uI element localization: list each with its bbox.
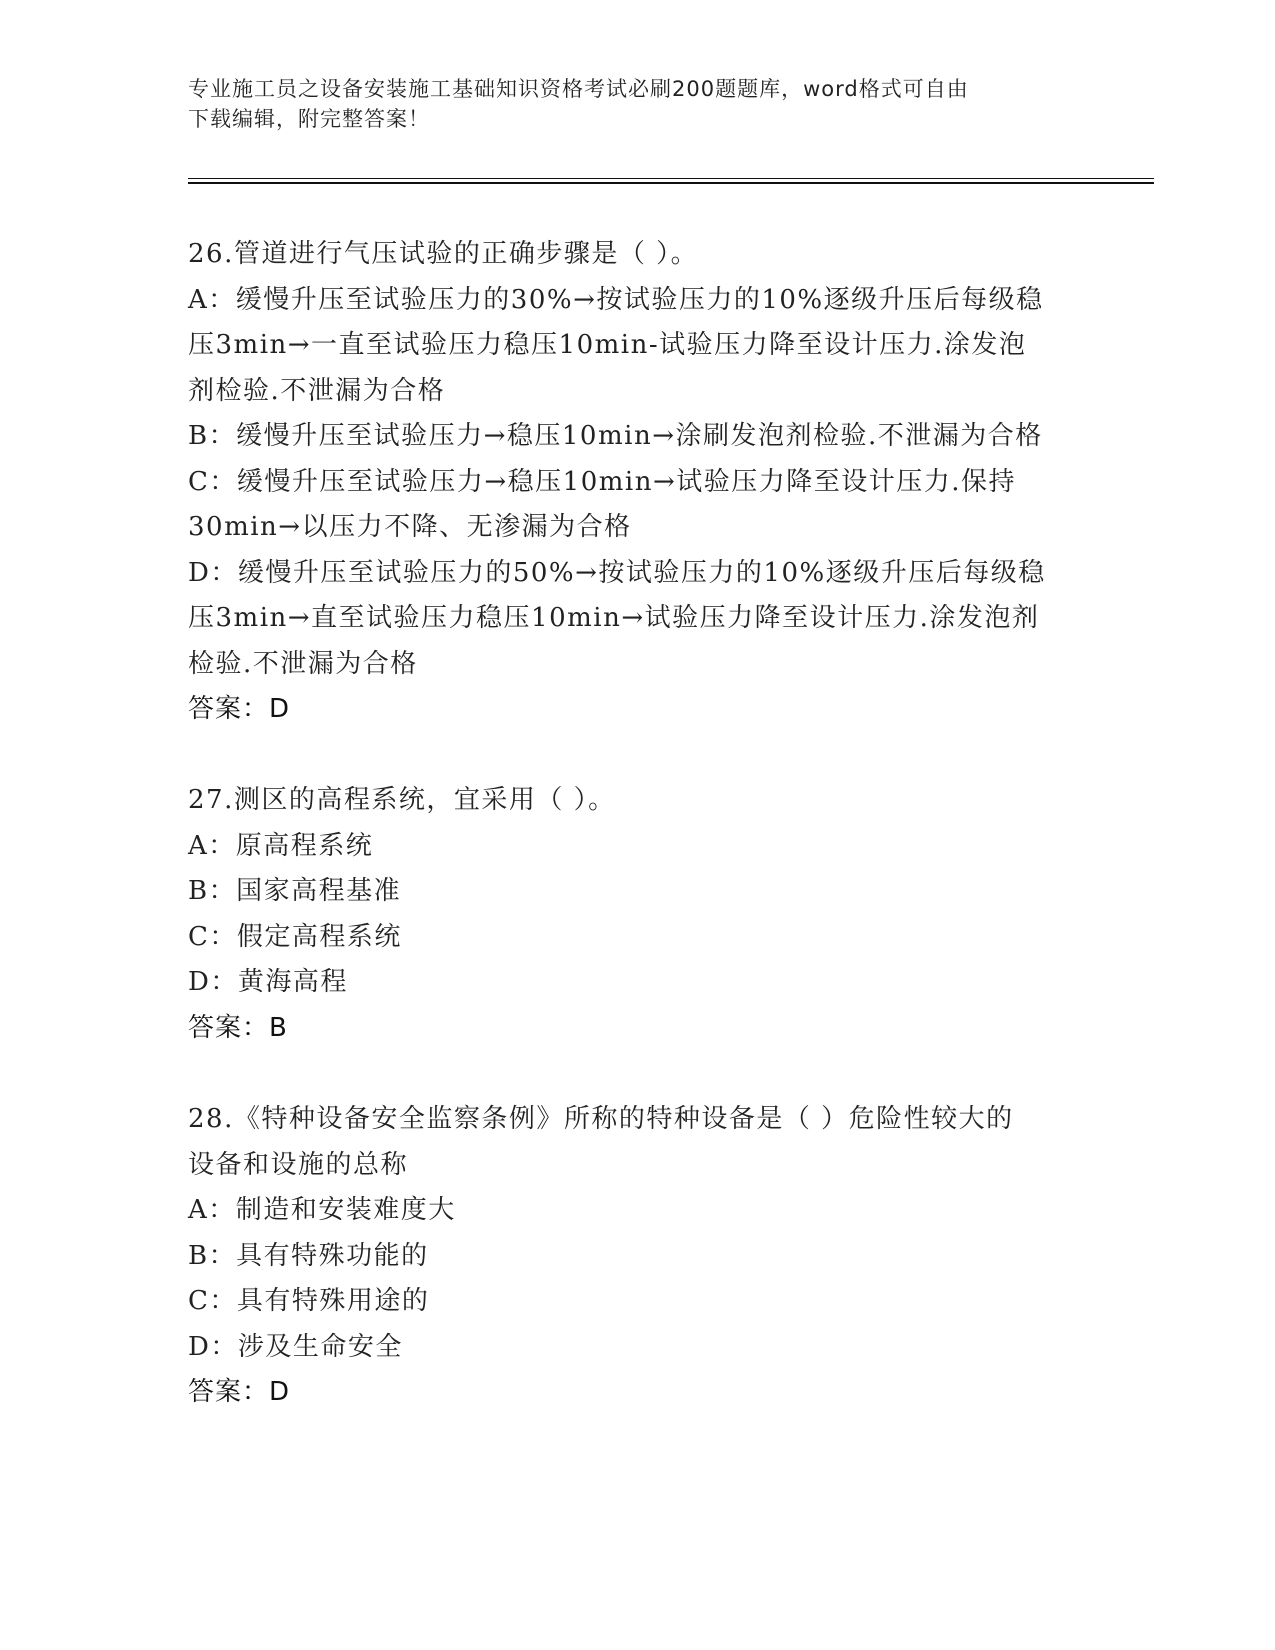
option-a-line: 剂检验.不泄漏为合格 [188, 375, 446, 406]
option-a-line: A：制造和安装难度大 [188, 1195, 456, 1225]
option-d-line: D：黄海高程 [188, 967, 348, 997]
question-stem: 27.测区的高程系统，宜采用（ ）。 [188, 785, 616, 815]
option-b-line: B：国家高程基准 [188, 876, 402, 906]
question-26 [188, 232, 1088, 733]
option-c-line: C：缓慢升压至试验压力→稳压10min→试验压力降至设计压力.保持 [188, 466, 1017, 497]
option-b-line: B：具有特殊功能的 [188, 1240, 429, 1271]
question-27 [188, 778, 1088, 1051]
option-d-line: 压3min→直至试验压力稳压10min→试验压力降至设计压力.涂发泡剂 [188, 603, 1040, 633]
question-stem: 28.《特种设备安全监察条例》所称的特种设备是（ ）危险性较大的 [188, 1104, 1014, 1134]
option-d-line: 检验.不泄漏为合格 [188, 648, 418, 679]
option-c-line: 30min→以压力不降、无渗漏为合格 [188, 512, 632, 542]
answer-line: 答案：D [188, 1377, 291, 1407]
header-line-1: 专业施工员之设备安装施工基础知识资格考试必刷200题题库，word格式可自由 [188, 77, 969, 101]
option-d-line: D：涉及生命安全 [188, 1331, 403, 1362]
option-d-line: D：缓慢升压至试验压力的50%→按试验压力的10%逐级升压后每级稳 [188, 557, 1046, 588]
header-line-2: 下载编辑，附完整答案！ [188, 107, 430, 131]
question-stem: 26.管道进行气压试验的正确步骤是（ ）。 [188, 239, 699, 269]
option-a-line: A：缓慢升压至试验压力的30%→按试验压力的10%逐级升压后每级稳 [188, 284, 1044, 315]
question-stem: 设备和设施的总称 [188, 1149, 409, 1180]
question-28 [188, 1097, 1088, 1416]
option-c-line: C：假定高程系统 [188, 921, 402, 952]
option-c-line: C：具有特殊用途的 [188, 1286, 430, 1316]
header-divider-bottom [188, 182, 1154, 184]
header-divider-top [188, 178, 1154, 179]
option-a-line: A：原高程系统 [188, 830, 374, 861]
option-b-line: B：缓慢升压至试验压力→稳压10min→涂刷发泡剂检验.不泄漏为合格 [188, 421, 1043, 451]
option-a-line: 压3min→一直至试验压力稳压10min-试验压力降至设计压力.涂发泡 [188, 330, 1027, 360]
answer-line: 答案：D [188, 694, 291, 724]
document-header [188, 74, 1088, 134]
answer-line: 答案：B [188, 1012, 288, 1043]
